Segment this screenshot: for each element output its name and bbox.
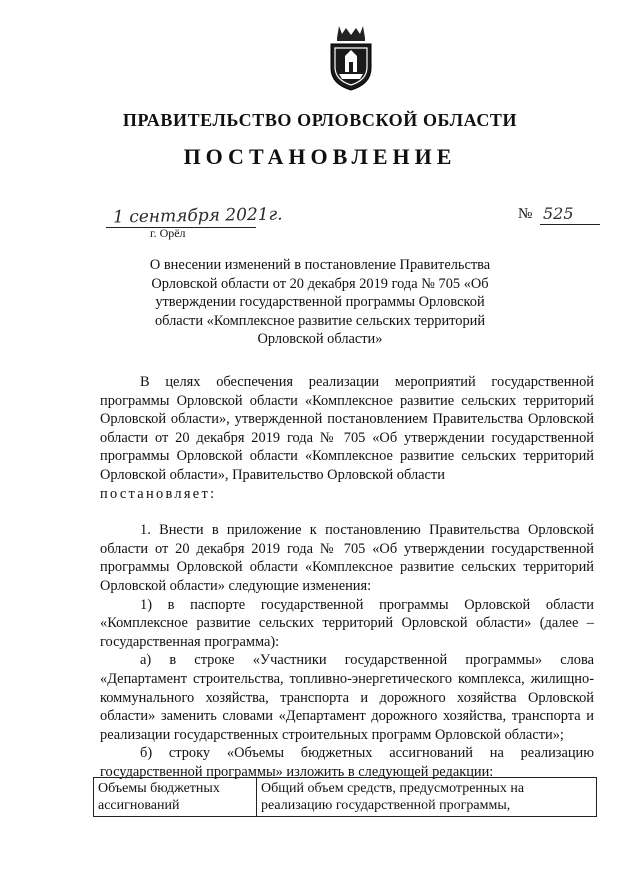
preamble-text: В целях обеспечения реализации мероприятий государственной программы Орловской области «Комплексное развитие сельских территорий Орловской области», утвержденной постановлением Правительства Орловской области от 20 декабря 2019 года № 705 «Об утверждении государственной программы Орловской области «Комплексное развитие сельских территорий Орловской области», Правительство Орловской области — [100, 374, 594, 483]
subitem-a-paragraph: а) в строке «Участники государственной программы» слова «Департамент строительства, топливно-энергетического комплекса, жилищно-коммунального хозяйства, транспорта и дорожного хозяйства Орловской области» заменить словами «Департамент дорожного хозяйства, транспорта и реализации государственных строительных программ Орловской области»; — [100, 652, 594, 743]
city-label: г. Орёл — [150, 226, 186, 240]
subitem-b-paragraph: б) строку «Объемы бюджетных ассигнований на реализацию государственной программы» изложить в следующей редакции: — [100, 745, 594, 780]
handwritten-number: 525 — [543, 204, 574, 223]
number-label: № — [518, 206, 533, 222]
preamble-paragraph — [100, 373, 594, 503]
decree-body — [100, 373, 594, 781]
decree-subject: О внесении изменений в постановление Правительства Орловской области от 20 декабря 2019 года № 705 «Об утверждении государственной программы Орловской области «Комплексное развитие сельских территорий Орловской области» — [149, 257, 491, 348]
budget-table — [93, 777, 597, 817]
orel-coat-of-arms-icon — [325, 22, 377, 92]
handwritten-date: 1 сентября 2021г. — [112, 204, 283, 228]
number-underline — [540, 224, 600, 225]
item-1-paragraph: 1. Внести в приложение к постановлению Правительства Орловской области от 20 декабря 2019 года № 705 «Об утверждении государственной программы Орловской области «Комплексное развитие сельских территорий Орловской области» следующие изменения: — [100, 522, 594, 594]
table-row — [94, 778, 597, 817]
government-title: ПРАВИТЕЛЬСТВО ОРЛОВСКОЙ ОБЛАСТИ — [122, 110, 518, 130]
table-cell-label: Объемы бюджетных ассигнований — [94, 778, 257, 817]
table-cell-value: Общий объем средств, предусмотренных на реализацию государственной программы, — [257, 778, 597, 817]
resolves-word: постановляет: — [100, 485, 217, 502]
decree-title: ПОСТАНОВЛЕНИЕ — [183, 144, 457, 169]
subitem-1-paragraph: 1) в паспорте государственной программы Орловской области «Комплексное развитие сельских территорий Орловской области» (далее – государственная программа): — [100, 596, 594, 650]
